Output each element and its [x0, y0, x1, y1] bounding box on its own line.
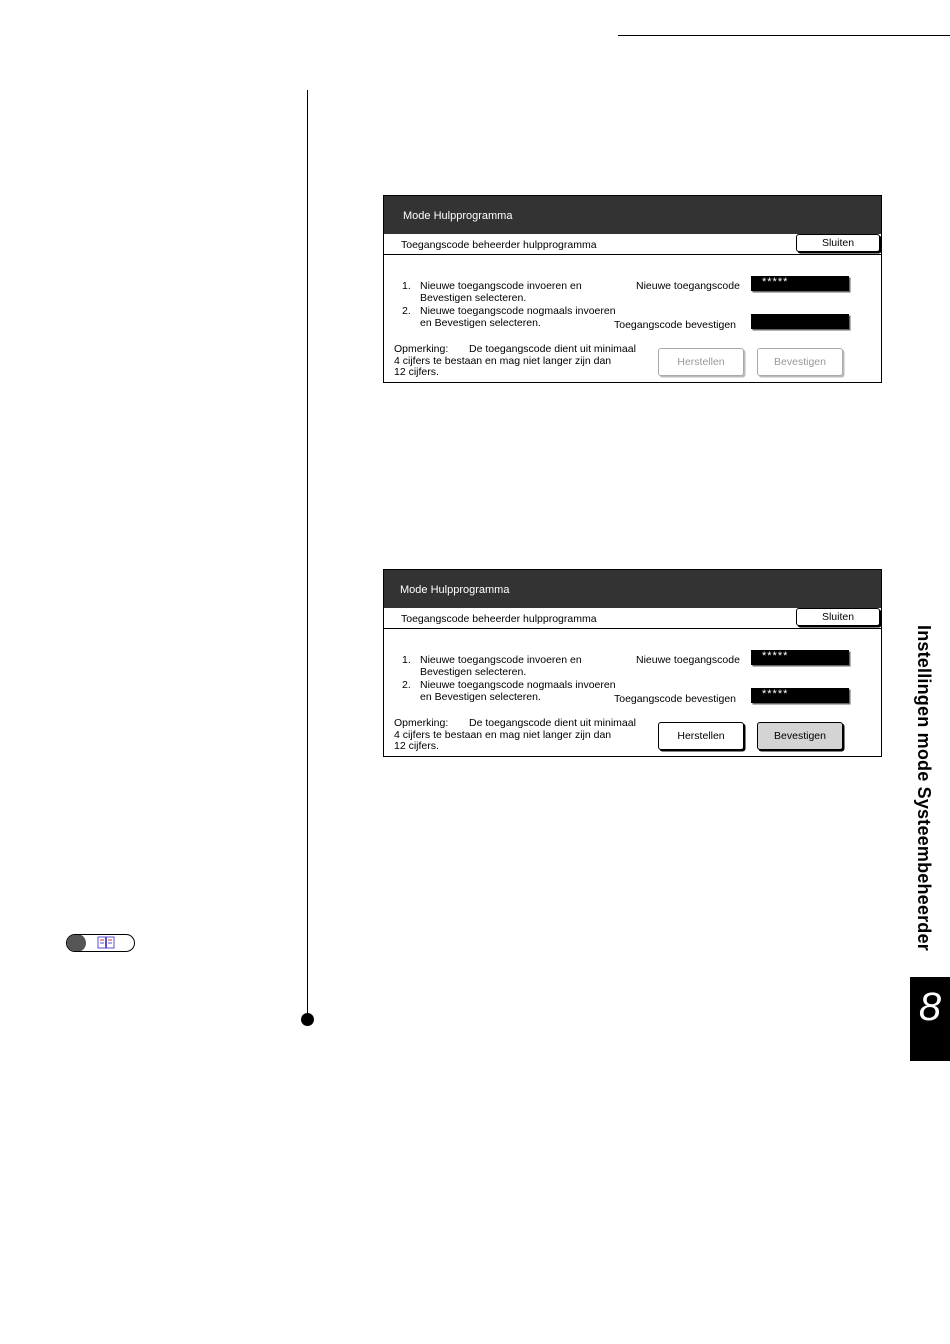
step-number: 1.	[402, 654, 411, 666]
chapter-number: 8	[910, 977, 950, 1061]
step-number: 1.	[402, 280, 411, 292]
side-tab-title: Instellingen mode Systeembeheerder	[914, 625, 934, 951]
utility-panel-before	[383, 195, 882, 383]
note-lead: Opmerking:	[394, 717, 449, 729]
step-text-line: Nieuwe toegangscode nogmaals invoeren	[420, 305, 616, 317]
panel-subtitle: Toegangscode beheerder hulpprogramma	[401, 239, 597, 251]
panel-subheader	[384, 608, 881, 629]
note-line: 4 cijfers te bestaan en mag niet langer zijn dan	[394, 354, 612, 367]
step-text-line: Bevestigen selecteren.	[420, 666, 527, 678]
close-button[interactable]: Sluiten	[796, 608, 880, 626]
step-text	[420, 280, 660, 304]
note-line: 12 cijfers.	[394, 366, 439, 378]
confirm-code-field[interactable]	[751, 314, 849, 329]
panel-header	[384, 196, 881, 234]
confirm-code-label: Toegangscode bevestigen	[614, 693, 737, 705]
step-number: 2.	[402, 679, 411, 691]
book-icon	[97, 936, 115, 949]
note-line: De toegangscode dient uit minimaal	[469, 717, 636, 729]
note-lead: Opmerking:	[394, 343, 449, 355]
confirm-code-label: Toegangscode bevestigen	[614, 319, 737, 331]
note-line: 12 cijfers.	[394, 740, 439, 752]
panel-subheader	[384, 234, 881, 255]
reference-badge-dot	[66, 934, 86, 952]
step-text-line: Nieuwe toegangscode invoeren en	[420, 654, 582, 666]
reference-badge	[66, 934, 135, 952]
reset-button[interactable]: Herstellen	[658, 722, 744, 750]
step-text-line: en Bevestigen selecteren.	[420, 691, 541, 703]
step-text	[420, 654, 660, 678]
margin-rule	[307, 90, 308, 1018]
new-code-label: Nieuwe toegangscode	[636, 654, 740, 666]
note-text	[394, 718, 654, 753]
new-code-field[interactable]: *****	[751, 650, 849, 665]
panel-subtitle: Toegangscode beheerder hulpprogramma	[401, 613, 597, 625]
step-text-line: Nieuwe toegangscode nogmaals invoeren	[420, 679, 616, 691]
note-line: 4 cijfers te bestaan en mag niet langer zijn dan	[394, 728, 612, 741]
step-text-line: en Bevestigen selecteren.	[420, 317, 541, 329]
step-number: 2.	[402, 305, 411, 317]
confirm-button[interactable]: Bevestigen	[757, 348, 843, 376]
step-text-line: Bevestigen selecteren.	[420, 292, 527, 304]
note-line: De toegangscode dient uit minimaal	[469, 343, 636, 355]
utility-panel-after	[383, 569, 882, 757]
header-rule	[618, 35, 950, 36]
step-text-line: Nieuwe toegangscode invoeren en	[420, 280, 582, 292]
panel-header	[384, 570, 881, 608]
confirm-code-field[interactable]: *****	[751, 688, 849, 703]
close-button[interactable]: Sluiten	[796, 234, 880, 252]
new-code-field[interactable]: *****	[751, 276, 849, 291]
panel-header-title: Mode Hulpprogramma	[400, 584, 510, 596]
new-code-label: Nieuwe toegangscode	[636, 280, 740, 292]
reset-button[interactable]: Herstellen	[658, 348, 744, 376]
panel-header-title: Mode Hulpprogramma	[403, 210, 513, 222]
confirm-button[interactable]: Bevestigen	[757, 722, 843, 750]
note-text	[394, 344, 654, 379]
margin-rule-end-dot	[301, 1013, 314, 1026]
